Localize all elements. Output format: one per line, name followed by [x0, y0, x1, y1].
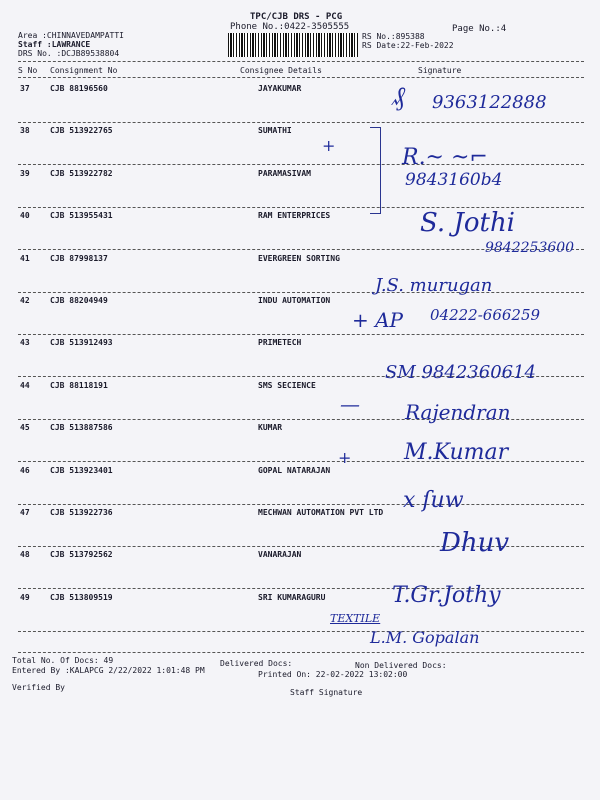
row-sno: 44 [20, 380, 30, 390]
row-sno: 43 [20, 338, 30, 348]
rs-number: RS No.:895388 [362, 32, 425, 41]
row-consignee: MECHWAN AUTOMATION PVT LTD [258, 508, 384, 517]
signature-40: S. Jothi [420, 208, 515, 238]
col-signature: Signature [418, 66, 462, 75]
row-consignee: INDU AUTOMATION [258, 296, 331, 305]
document-title: TPC/CJB DRS - PCG [250, 12, 343, 22]
row-sno: 40 [20, 211, 30, 221]
signature-cross: + [338, 448, 352, 467]
signature-phone-39: 9843160b4 [405, 170, 503, 190]
row-consignment: CJB 87998137 [50, 253, 108, 263]
col-consignee: Consignee Details [240, 66, 322, 75]
row-consignee: GOPAL NATARAJAN [258, 465, 331, 475]
row-consignee: JAYAKUMAR [258, 84, 302, 93]
signature-45: M.Kumar [404, 440, 509, 465]
row-consignment: CJB 513922736 [50, 508, 113, 517]
printed-on: Printed On: 22-02-2022 13:02:00 [258, 670, 408, 679]
verified-by: Verified By [12, 683, 65, 692]
signature-scribble: R.~ ~⌐ [402, 145, 488, 170]
barcode [228, 33, 358, 57]
signature-43: SM 9842360614 [385, 362, 537, 383]
row-divider [18, 334, 584, 335]
row-sno: 41 [20, 253, 30, 263]
row-consignee: RAM ENTERPRICES [258, 211, 331, 221]
row-consignment: CJB 513922782 [50, 168, 113, 178]
row-sno: 42 [20, 296, 30, 305]
row-divider [18, 122, 584, 123]
signature-49-stamp: TEXTILE [330, 612, 381, 625]
signature-phone-40: 9842253600 [485, 240, 575, 256]
row-consignment: CJB 513792562 [50, 550, 113, 560]
signature-44: Rajendran [405, 400, 511, 424]
row-consignment: CJB 513923401 [50, 465, 113, 475]
row-sno: 37 [20, 84, 30, 93]
drs-number: DRS No. :DCJB89538804 [18, 49, 120, 58]
signature-42-mark: + AP [352, 308, 404, 332]
staff-label: Staff :LAWRANCE [18, 40, 91, 49]
row-consignment: CJB 88118191 [50, 380, 108, 390]
row-consignee: SMS SECIENCE [258, 380, 316, 390]
row-consignee: EVERGREEN SORTING [258, 253, 340, 263]
row-divider [18, 164, 584, 165]
area-label: Area :CHINNAVEDAMPATTI [18, 31, 124, 40]
row-consignment: CJB 513912493 [50, 338, 113, 348]
row-consignment: CJB 513955431 [50, 211, 113, 221]
rs-date: RS Date:22-Feb-2022 [362, 41, 454, 50]
row-sno: 48 [20, 550, 30, 560]
row-sno: 39 [20, 168, 30, 178]
signature-47: Dhuv [440, 528, 510, 558]
row-consignment: CJB 513809519 [50, 592, 113, 602]
row-divider [18, 292, 584, 293]
row-sno: 46 [20, 465, 30, 475]
row-sno: 45 [20, 423, 30, 433]
signature-mark: ₰ [392, 82, 405, 112]
signature-dash: — [340, 392, 360, 416]
divider [18, 652, 584, 653]
col-sno: S No [18, 66, 38, 75]
staff-signature: Staff Signature [290, 688, 363, 697]
page-number: Page No.:4 [452, 24, 507, 34]
delivered-docs: Delivered Docs: [220, 659, 293, 668]
row-divider [18, 631, 584, 632]
row-sno: 47 [20, 508, 30, 517]
col-consignment: Consignment No [50, 66, 118, 75]
row-consignment: CJB 88196560 [50, 84, 108, 93]
row-consignment: CJB 88204949 [50, 296, 108, 305]
divider [18, 77, 584, 78]
signature-46: x ſuw [403, 488, 464, 513]
row-consignment: CJB 513887586 [50, 423, 113, 433]
row-consignee: SUMATHI [258, 126, 292, 136]
row-divider [18, 504, 584, 505]
ink-bracket [370, 127, 381, 214]
entered-by: Entered By :KALAPCG 2/22/2022 1:01:48 PM [12, 666, 205, 675]
phone-number: Phone No.:0422-3505555 [230, 22, 350, 32]
signature-49: L.M. Gopalan [370, 628, 480, 647]
signature-phone-37: 9363122888 [432, 92, 547, 113]
signature-41: J.S. murugan [375, 275, 493, 296]
non-delivered-docs: Non Delivered Docs: [355, 661, 447, 670]
row-sno: 38 [20, 126, 30, 136]
row-consignee: PRIMETECH [258, 338, 302, 348]
row-sno: 49 [20, 592, 30, 602]
row-consignee: SRI KUMARAGURU [258, 592, 326, 602]
signature-48: T.Gr.Jothy [392, 583, 501, 608]
divider [18, 61, 584, 62]
ink-cross-mark: + [322, 136, 336, 155]
total-docs: Total No. Of Docs: 49 [12, 656, 114, 665]
signature-phone-42: 04222-666259 [430, 306, 541, 324]
row-consignee: PARAMASIVAM [258, 168, 311, 178]
row-consignee: KUMAR [258, 423, 283, 433]
row-consignee: VANARAJAN [258, 550, 302, 560]
row-consignment: CJB 513922765 [50, 126, 113, 136]
